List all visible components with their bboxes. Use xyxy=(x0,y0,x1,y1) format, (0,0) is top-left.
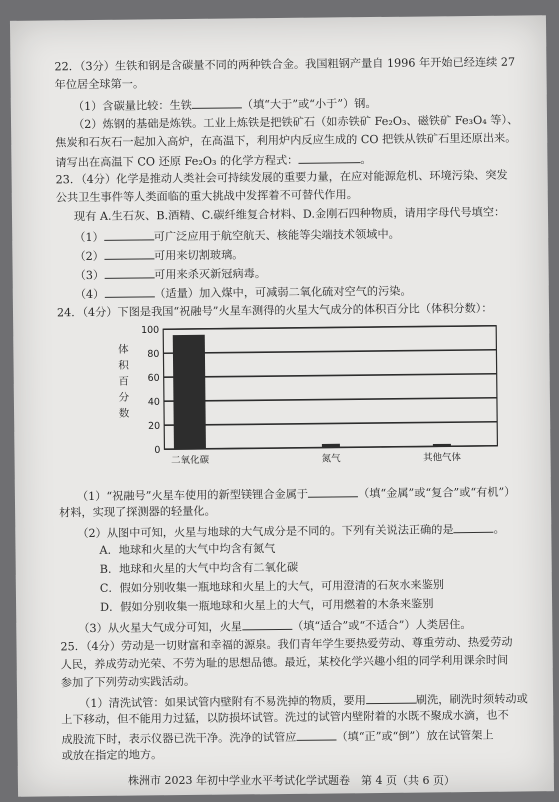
q24-part3-text: （3）从火星大气成分可知，火星 xyxy=(78,620,243,636)
mars-atmosphere-chart xyxy=(101,304,513,478)
x-category-label: 其他气体 xyxy=(422,452,462,464)
q25-line6-hint: （填“正”或“倒”）放在试管架上 xyxy=(336,728,494,744)
q24-part1-cont: 材料，实现了探测器的轻量化。 xyxy=(59,504,216,520)
q23-item1 xyxy=(74,226,400,245)
q24-option-d: D．假如分别收集一瓶地球和火星上的大气，可用燃着的木条来鉴别 xyxy=(100,597,434,614)
q25-part1-cont: 刷洗，刷洗时须转动或 xyxy=(415,692,528,707)
answer-blank[interactable] xyxy=(296,728,336,740)
item-number: （1） xyxy=(74,230,104,245)
bar-1 xyxy=(173,335,206,449)
q24-part1-text: （1）“祝融号”火星车使用的新型镁锂合金属于 xyxy=(76,487,309,504)
item-text: 可用来切割玻璃。 xyxy=(153,248,244,263)
q24-line1: 24．（4分）下图是我国“祝融号”火星车测得的火星大气成分的体积百分比（体积分数）： xyxy=(56,301,493,320)
answer-blank[interactable] xyxy=(242,618,292,631)
q25-line2: 人民，养成劳动光荣、不劳为耻的思想品德。最近，某校化学兴趣小组的同学利用课余时间 xyxy=(60,653,509,672)
answer-blank[interactable] xyxy=(454,521,494,533)
item-number: （3） xyxy=(74,268,105,283)
q22-part1 xyxy=(73,95,377,114)
answer-blank[interactable] xyxy=(366,692,416,705)
bar-chart-svg xyxy=(101,304,513,478)
answer-blank[interactable] xyxy=(104,266,154,279)
q25-line3: 参加了下列劳动实践活动。 xyxy=(60,674,196,690)
q25-part1-text: （1）清洗试管：如果试管内壁附有不易洗掉的物质，要用 xyxy=(79,694,366,711)
q24-option-a: A．地球和火星的大气中均含有氮气 xyxy=(99,542,276,557)
q22-part1-hint: （填“大于”或“小于”）钢。 xyxy=(241,96,377,112)
q25-part1 xyxy=(79,690,528,711)
y-tick-label: 40 xyxy=(147,396,161,408)
answer-blank[interactable] xyxy=(104,247,154,260)
x-category-label: 氮气 xyxy=(321,453,341,465)
y-tick-label: 20 xyxy=(148,420,161,432)
gridline xyxy=(163,350,496,353)
q23-item2 xyxy=(74,246,243,264)
q22-line2: 年位居全球第一。 xyxy=(54,77,145,92)
q22-line4: （2）炼钢的基础是炼铁。工业上炼铁是把铁矿石（如赤铁矿 Fe₂O₃、磁铁矿 Fe₃O₄ 等）、 xyxy=(72,113,519,132)
q25-line7: 或放在指定的地方。 xyxy=(61,748,163,763)
item-text: （适量）加入煤中，可减弱二氧化硫对空气的污染。 xyxy=(154,284,412,301)
item-number: （2） xyxy=(74,249,104,264)
q22-part2-text: 请写出在高温下 CO 还原 Fe₂O₃ 的化学方程式： xyxy=(55,153,299,170)
item-text: 可广泛应用于航空航天、核能等尖端技术领域中。 xyxy=(153,227,400,244)
gridline xyxy=(164,374,497,377)
q24-part3 xyxy=(78,616,471,636)
gridline xyxy=(163,326,496,329)
q23-item3 xyxy=(75,265,267,283)
q24-part1 xyxy=(77,484,516,505)
item-text: 可用来杀灭新冠病毒。 xyxy=(154,267,267,282)
q22-part1-text: （1）含碳量比较：生铁 xyxy=(72,98,192,114)
chart-frame xyxy=(163,326,497,449)
q23-line3: 现有 A.生石灰、B.酒精、C.碳纤维复合材料、D.金刚石四种物质，请用字母代号填空： xyxy=(73,205,506,224)
q25-line1: 25．（4分）劳动是一切财富和幸福的源泉。我们青年学生要热爱劳动、尊重劳动、热爱劳动 xyxy=(60,635,513,654)
gridline xyxy=(164,422,497,425)
y-tick-label: 100 xyxy=(141,324,160,336)
q25-line6-text: 成股流下时，表示仪器已洗干净。洗净的试管应 xyxy=(61,730,297,747)
gridline xyxy=(164,398,497,401)
y-tick-label: 60 xyxy=(147,372,160,384)
q24-part3-hint: （填“适合”或“不适合”）人类居住。 xyxy=(291,618,472,633)
q24-part2 xyxy=(77,521,505,541)
q24-option-c: C．假如分别收集一瓶地球和火星上的大气，可用澄清的石灰水来鉴别 xyxy=(99,578,445,595)
q25-line5: 上下移动，但不能用力过猛，以防损坏试管。洗过的试管内壁附着的水既不聚成水滴，也不 xyxy=(61,708,509,727)
q24-part1-hint: （填“金属”或“复合”或“有机”） xyxy=(357,485,516,501)
answer-blank[interactable] xyxy=(308,485,358,498)
q24-option-b: B．地球和火星的大气中均含有二氧化碳 xyxy=(99,560,299,576)
q22-part2-end: 。 xyxy=(360,153,372,167)
item-number: （4） xyxy=(74,287,105,302)
y-tick-label: 80 xyxy=(147,348,160,360)
answer-blank[interactable] xyxy=(192,96,242,109)
q24-part2-end: 。 xyxy=(493,522,505,536)
q25-line6 xyxy=(61,727,493,748)
answer-blank[interactable] xyxy=(104,285,154,298)
q22-line1: 22．（3分）生铁和钢是含碳量不同的两种铁合金。我国粗钢产量自 1996 年开始已经连续 27 xyxy=(54,55,516,74)
chart-ylabel: 体积百分数 xyxy=(118,343,130,420)
q23-line2: 公共卫生事件等人类面临的重大挑战中发挥着不可替代作用。 xyxy=(55,188,358,205)
y-tick-label: 0 xyxy=(154,444,161,456)
x-category-label: 二氧化碳 xyxy=(171,454,210,467)
answer-blank[interactable] xyxy=(104,228,154,241)
bar-3 xyxy=(433,444,451,447)
q24-part2-text: （2）从图中可知，火星与地球的大气成分是不同的。下列有关说法正确的是 xyxy=(77,523,454,541)
answer-blank[interactable] xyxy=(298,151,360,164)
q22-line5: 焦炭和石灰石一起加入高炉，在高温下，利用炉内反应生成的 CO 把铁从铁矿石里还原出来。 xyxy=(55,131,517,150)
exam-page xyxy=(10,15,554,797)
q23-item4 xyxy=(75,283,412,303)
page-footer: 株洲市 2023 年初中学业水平考试化学试题卷 第 4 页（共 6 页） xyxy=(128,774,455,787)
bar-2 xyxy=(322,444,340,448)
q22-part2 xyxy=(55,151,371,170)
q23-line1: 23．（4分）化学是推动人类社会可持续发展的重要力量，在应对能源危机、环境污染、突发 xyxy=(55,168,508,187)
